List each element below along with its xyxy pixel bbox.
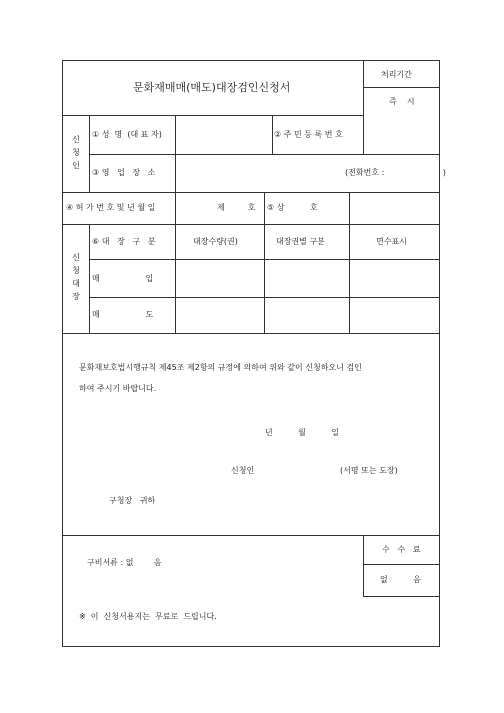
rule-title <box>63 115 363 116</box>
application-form <box>62 60 446 647</box>
ledger-column-quantity: 대장수량(권) <box>193 237 238 246</box>
rule-fee-mid <box>363 564 440 565</box>
fee-value: 없 음 <box>380 575 421 584</box>
rule-v-license-no <box>264 192 265 224</box>
rrn-label: ② 주 민 등 록 번 호 <box>274 130 343 139</box>
rule-v-rrn-value <box>363 115 364 154</box>
ledger-type-label: ⑥ 대 장 구 분 <box>92 237 156 246</box>
rule-v-license-label <box>175 192 176 224</box>
rule-v-rrn <box>272 115 273 154</box>
rule-license-end <box>63 224 440 225</box>
license-number-label: ④ 허 가 번 호 및 년 월 일 <box>66 203 156 212</box>
rule-processing <box>363 87 440 88</box>
ledger-column-pages: 면수표시 <box>376 237 407 246</box>
recipient: 구청장 귀하 <box>109 496 156 505</box>
fee-label: 수 수 료 <box>382 545 421 554</box>
ledger-row-sale: 매 도 <box>92 310 154 319</box>
rule-v-ledger-col3 <box>349 224 350 333</box>
ledger-column-volume: 대장권별 구분 <box>276 237 325 246</box>
attachments-label: 구비서류 : 없 음 <box>87 558 162 567</box>
rule-v-ledger-label <box>89 224 90 333</box>
rule-v-ledger-col1 <box>175 224 176 333</box>
rule-fee-end <box>363 596 440 597</box>
rule-v-ledger-col2 <box>264 224 265 333</box>
rule-applicant-end <box>63 192 440 193</box>
rule-v-processing <box>363 61 364 115</box>
rule-v-applicant-fields <box>175 115 176 192</box>
applicant-section-label: 신 청 인 <box>72 135 80 170</box>
business-address-label: ③ 영 업 장 소 <box>92 168 156 177</box>
rule-statement-end <box>63 535 440 536</box>
rule-v-trade-name <box>349 192 350 224</box>
rule-v-fee <box>363 535 364 596</box>
phone-label: (전화번호 : ) <box>345 168 446 177</box>
statement-line-2: 하여 주시기 바랍니다. <box>79 384 157 393</box>
trade-name-label: ⑤ 상 호 <box>267 203 318 212</box>
license-number-suffix: 제 호 <box>217 203 256 212</box>
form-title: 문화재매매(매도)대장검인신청서 <box>133 81 291 94</box>
processing-period-value: 즉 시 <box>389 97 415 106</box>
ledger-section-label: 신 청 대 장 <box>72 253 80 301</box>
footnote: ※ 이 신청서용지는 무료로 드립니다. <box>79 612 217 621</box>
statement-line-1: 문화재보호법시행규칙 제45조 제2항의 규정에 의하여 위와 같이 신청하오니 검인 <box>79 363 362 372</box>
rule-applicant-mid <box>89 154 440 155</box>
name-label: ① 성 명 (대 표 자) <box>92 130 162 139</box>
statement-date: 년 월 일 <box>265 428 340 437</box>
applicant-signature-label: 신청인 <box>231 466 255 475</box>
rule-ledger-end <box>63 333 440 334</box>
ledger-row-purchase: 매 입 <box>92 274 154 283</box>
processing-period-label: 처리기간 <box>381 70 412 79</box>
signature-note: (서명 또는 도장) <box>340 466 398 475</box>
rule-v-applicant-label <box>89 115 90 192</box>
